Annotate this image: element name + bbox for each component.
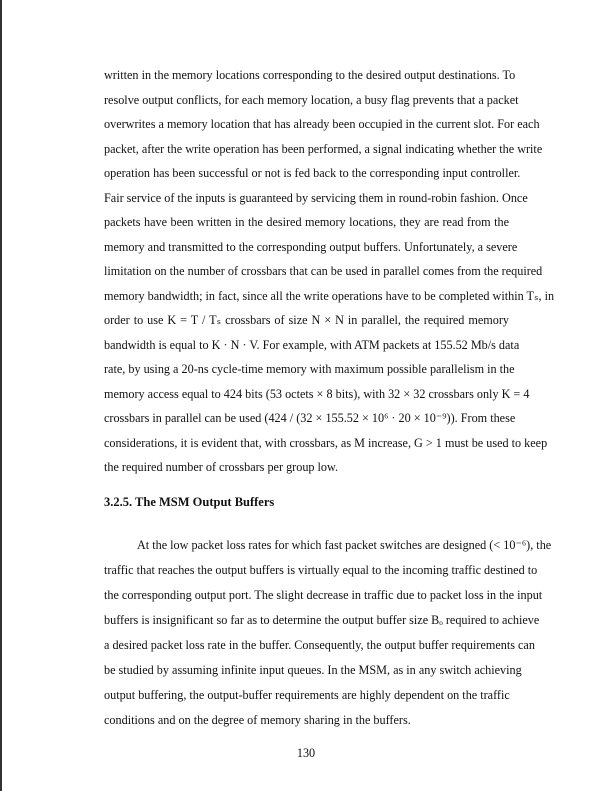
text-line: packet, after the write operation has been performed, a signal indicating whether the write xyxy=(104,141,543,156)
text-line: memory bandwidth; in fact, since all the write operations have to be completed within Tₛ, in xyxy=(104,288,555,303)
text-line: memory access equal to 424 bits (53 octets × 8 bits), with 32 × 32 crossbars only K = 4 xyxy=(104,386,530,401)
text-line: output buffering, the output-buffer requirements are highly dependent on the traffic xyxy=(104,688,510,702)
paragraph-1 xyxy=(104,63,555,480)
text-line: be studied by assuming infinite input queues. In the MSM, as in any switch achieving xyxy=(104,663,522,677)
text-line: overwrites a memory location that has already been occupied in the current slot. For each xyxy=(104,117,540,131)
text-line: written in the memory locations corresponding to the desired output destinations. To xyxy=(104,68,516,82)
text-line: traffic that reaches the output buffers is virtually equal to the incoming traffic destined to xyxy=(104,563,538,577)
text-line: the required number of crossbars per group low. xyxy=(104,460,339,474)
text-line: At the low packet loss rates for which fast packet switches are designed (< 10⁻⁶), the xyxy=(137,538,552,552)
text-line: Fair service of the inputs is guaranteed by servicing them in round-robin fashion. Once xyxy=(104,190,528,205)
text-line: order to use K = T / Tₛ crossbars of size N × N in parallel, the required memory xyxy=(104,313,509,327)
text-line: limitation on the number of crossbars that can be used in parallel comes from the required xyxy=(104,264,543,278)
text-line: considerations, it is evident that, with crossbars, as M increase, G > 1 must be used to keep xyxy=(104,435,548,450)
text-line: crossbars in parallel can be used (424 / (32 × 155.52 × 10⁶ · 20 × 10⁻⁹)). From these xyxy=(104,411,516,425)
page-number: 130 xyxy=(296,746,316,760)
text-line: conditions and on the degree of memory sharing in the buffers. xyxy=(104,713,411,727)
text-line: a desired packet loss rate in the buffer. Consequently, the output buffer requirements can xyxy=(104,638,535,652)
paragraph-2 xyxy=(104,533,552,733)
section-heading: 3.2.5. The MSM Output Buffers xyxy=(104,495,275,509)
text-line: rate, by using a 20-ns cycle-time memory with maximum possible parallelism in the xyxy=(104,362,515,376)
scan-edge xyxy=(0,0,2,791)
text-line: the corresponding output port. The slight decrease in traffic due to packet loss in the input xyxy=(104,588,543,602)
text-line: packets have been written in the desired memory locations, they are read from the xyxy=(104,215,509,229)
text-line: memory and transmitted to the corresponding output buffers. Unfortunately, a severe xyxy=(104,239,518,254)
text-line: resolve output conflicts, for each memory location, a busy flag prevents that a packet xyxy=(104,92,519,107)
text-line: bandwidth is equal to K · N · V. For example, with ATM packets at 155.52 Mb/s data xyxy=(104,337,520,352)
text-line: buffers is insignificant so far as to determine the output buffer size Bₒ required to achieve xyxy=(104,613,540,627)
text-line: operation has been successful or not is fed back to the corresponding input controller. xyxy=(104,166,521,180)
